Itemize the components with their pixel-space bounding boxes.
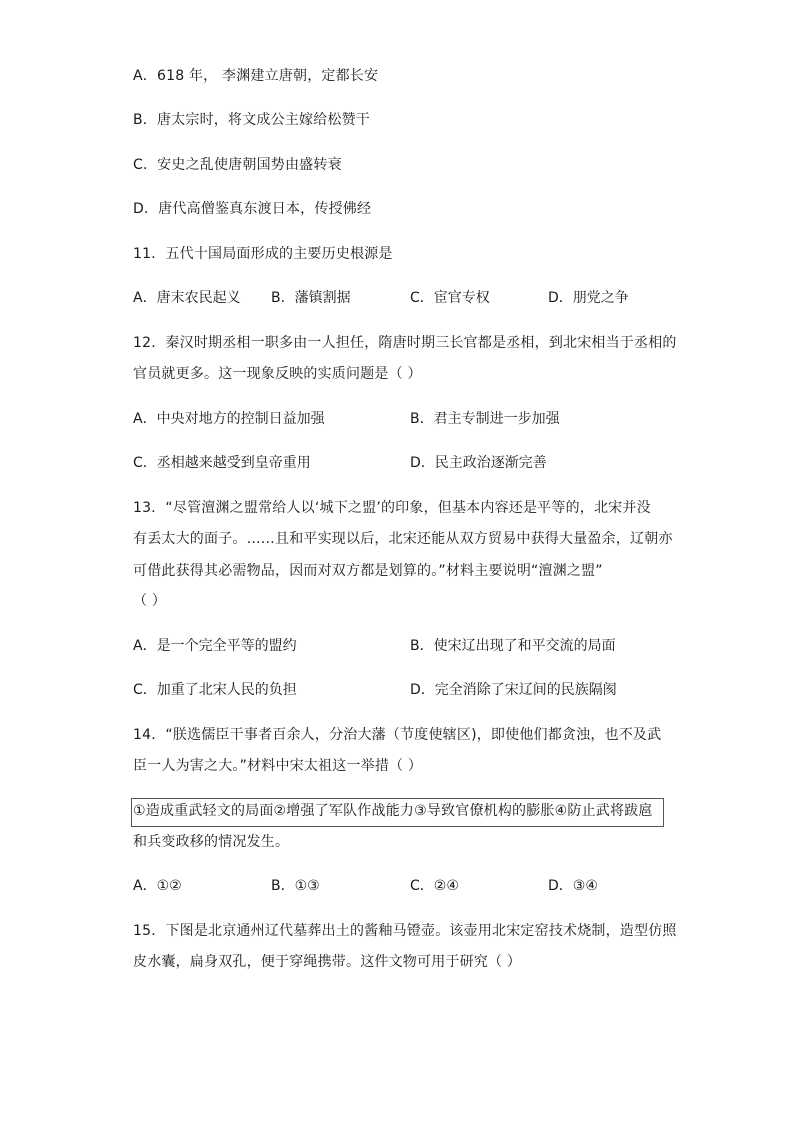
q14-material-line-1: ①造成重武轻文的局面②增强了军队作战能力③导致官僚机构的膨胀④防止武将跋扈 <box>133 803 653 819</box>
q13-option-d: D．完全消除了宋辽间的民族隔阂 <box>410 682 617 698</box>
q14-stem-line-2: 臣一人为害之大。”材料中宋太祖这一举措（ ） <box>133 758 423 774</box>
q13-option-b: B．使宋辽出现了和平交流的局面 <box>410 638 616 654</box>
q13-stem-line-1: 13．“尽管澶渊之盟常给人以‘城下之盟’的印象，但基本内容还是平等的，北宋并没 <box>133 500 651 516</box>
q10-option-a: A．618 年， 李渊建立唐朝，定都长安 <box>133 68 379 84</box>
q12-option-b: B．君主专制进一步加强 <box>410 411 560 427</box>
q13-stem-line-3: 可借此获得其必需物品，因而对双方都是划算的。”材料主要说明“澶渊之盟” <box>133 563 603 579</box>
q13-option-a: A．是一个完全平等的盟约 <box>133 638 297 654</box>
q12-option-c: C．丞相越来越受到皇帝重用 <box>133 455 311 471</box>
q14-material-line-2: 和兵变政移的情况发生。 <box>133 834 290 850</box>
q14-option-d: D．③④ <box>548 878 598 894</box>
q14-option-c: C．②④ <box>410 878 459 894</box>
q13-stem-line-2: 有丢太大的面子。……且和平实现以后，北宋还能从双方贸易中获得大量盈余，辽朝亦 <box>133 531 673 547</box>
q12-stem-line-2: 官员就更多。这一现象反映的实质问题是（ ） <box>133 366 422 382</box>
q12-option-d: D．民主政治逐渐完善 <box>410 455 547 471</box>
q11-option-a: A．唐末农民起义 <box>133 290 241 306</box>
q14-option-a: A．①② <box>133 878 182 894</box>
q11-stem: 11．五代十国局面形成的主要历史根源是 <box>133 246 393 262</box>
q11-option-b: B．藩镇割据 <box>271 290 351 306</box>
q13-option-c: C．加重了北宋人民的负担 <box>133 682 297 698</box>
q10-option-b: B．唐太宗时，将文成公主嫁给松赞干 <box>133 112 371 128</box>
q14-option-b: B．①③ <box>271 878 320 894</box>
q12-stem-line-1: 12．秦汉时期丞相一职多由一人担任，隋唐时期三长官都是丞相，到北宋相当于丞相的 <box>133 335 677 351</box>
q15-stem-line-1: 15．下图是北京通州辽代墓葬出土的酱釉马镫壶。该壶用北宋定窑技术烧制，造型仿照 <box>133 923 677 939</box>
q10-option-d: D．唐代高僧鉴真东渡日本，传授佛经 <box>133 201 372 217</box>
q14-stem-line-1: 14．“朕选儒臣干事者百余人，分治大藩（节度使辖区)，即使他们都贪浊，也不及武 <box>133 727 662 743</box>
q10-option-c: C．安史之乱使唐朝国势由盛转衰 <box>133 157 342 173</box>
q13-stem-line-4: （ ） <box>133 593 167 609</box>
q15-stem-line-2: 皮水囊，扁身双孔，便于穿绳携带。这件文物可用于研究（ ） <box>133 954 522 970</box>
q11-option-d: D．朋党之争 <box>548 290 629 306</box>
q12-option-a: A．中央对地方的控制日益加强 <box>133 411 325 427</box>
q11-option-c: C．宦官专权 <box>410 290 490 306</box>
